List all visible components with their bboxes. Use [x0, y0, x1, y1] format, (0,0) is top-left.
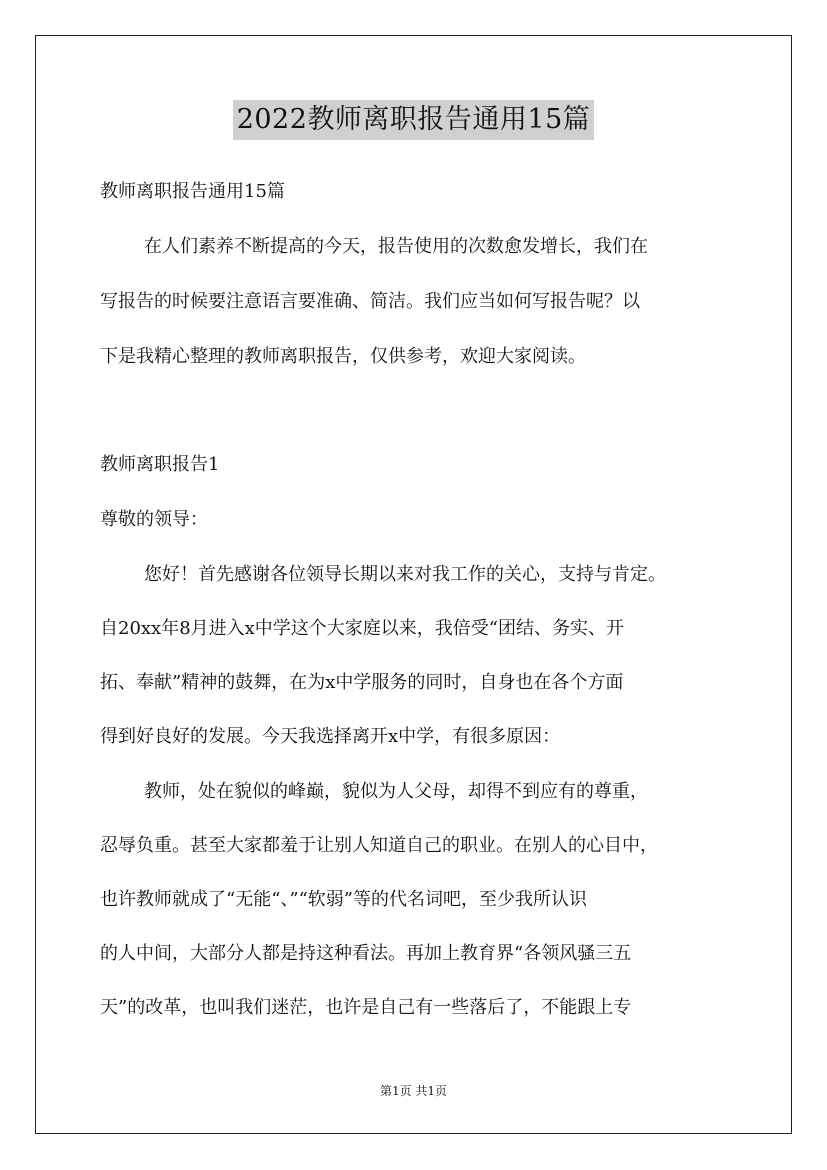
section-heading: 教师离职报告1: [100, 454, 220, 475]
document-subtitle: 教师离职报告通用15篇: [100, 181, 285, 202]
paragraph-line: 天”的改革，也叫我们迷茫，也许是自己有一些落后了，不能跟上专: [100, 997, 632, 1018]
intro-line: 在人们素养不断提高的今天，报告使用的次数愈发增长，我们在: [144, 236, 648, 257]
paragraph-line: 也许教师就成了“无能“、”“软弱”等的代名词吧，至少我所认识: [100, 889, 588, 910]
paragraph-line: 的人中间，大部分人都是持这种看法。再加上教育界“各领风骚三五: [100, 943, 632, 964]
intro-line: 写报告的时候要注意语言要准确、简洁。我们应当如何写报告呢？以: [100, 291, 640, 312]
paragraph-line: 教师，处在貌似的峰巅，貌似为人父母，却得不到应有的尊重，: [144, 781, 648, 802]
salutation: 尊敬的领导：: [100, 509, 208, 530]
paragraph-line: 您好！首先感谢各位领导长期以来对我工作的关心，支持与肯定。: [144, 564, 666, 585]
page-number-footer: 第1页 共1页: [379, 1084, 448, 1098]
paragraph-line: 忍辱负重。甚至大家都羞于让别人知道自己的职业。在别人的心目中，: [100, 835, 658, 856]
title-container: [0, 100, 827, 140]
paragraph-line: 得到好良好的发展。今天我选择离开x中学，有很多原因：: [100, 726, 561, 747]
intro-line: 下是我精心整理的教师离职报告，仅供参考，欢迎大家阅读。: [100, 346, 586, 367]
document-title: 2022教师离职报告通用15篇: [233, 100, 595, 140]
paragraph-line: 拓、奉献”精神的鼓舞，在为x中学服务的同时，自身也在各个方面: [100, 672, 624, 693]
paragraph-line: 自20xx年8月进入x中学这个大家庭以来，我倍受“团结、务实、开: [100, 618, 625, 639]
